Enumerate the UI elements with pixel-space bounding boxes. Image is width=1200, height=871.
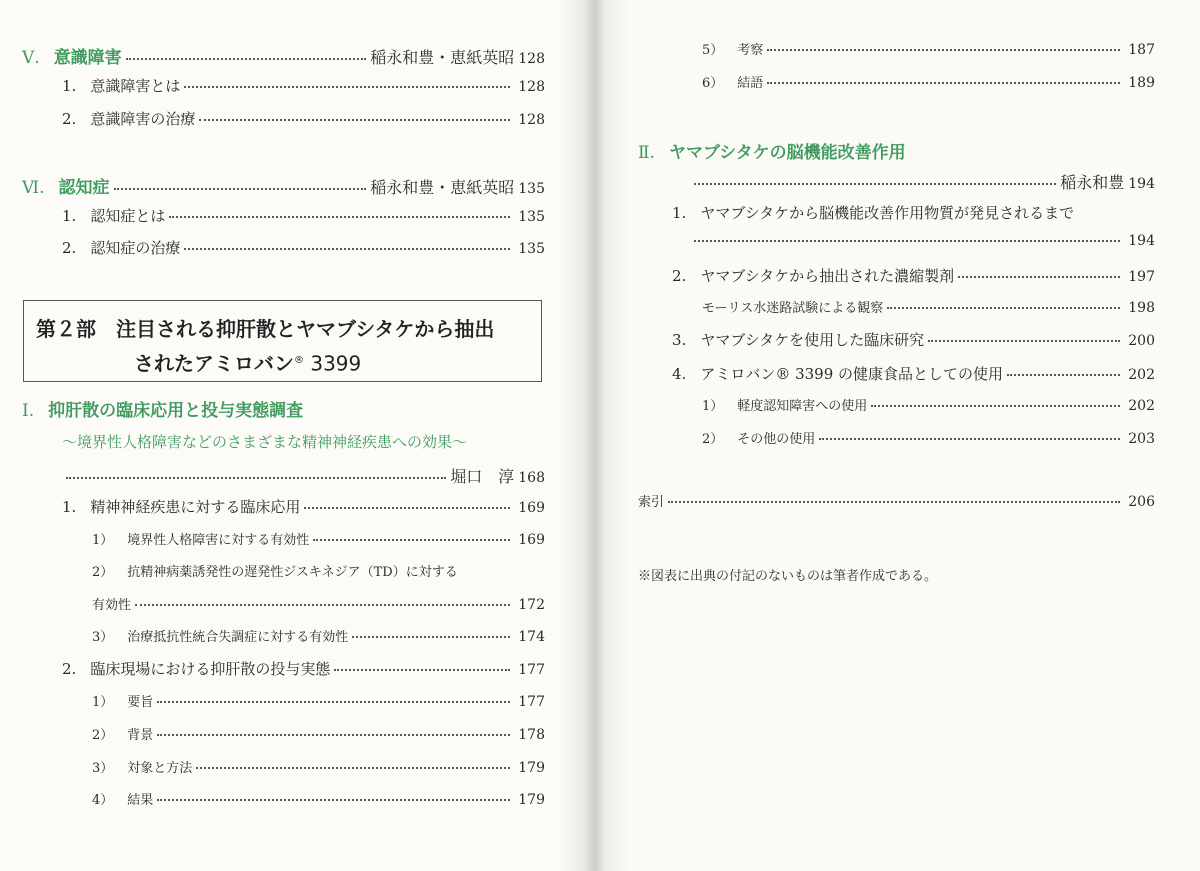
dot-leader [334,669,510,671]
entry-number: 3） [92,761,114,776]
dot-leader [887,307,1120,309]
entry-number: Ⅴ. [22,48,40,68]
entry-number: 6） [702,76,724,91]
page-number: 169 [518,532,545,548]
entry-number: 4. [672,365,687,383]
toc-entry[interactable] [702,297,1155,321]
entry-title: ヤマブシタケを使用した臨床研究 [700,331,925,349]
entry-title: 意識障害とは [90,77,181,95]
page-number: 128 [518,112,545,128]
toc-entry[interactable] [672,202,1155,226]
author: 稲永和豊・恵紙英昭 [370,48,515,67]
section-number: Ⅰ. [22,401,35,421]
part-title-line2: されたアミロバン [134,351,294,376]
entry-number: 1. [62,77,77,95]
entry-number: 4） [92,793,114,808]
toc-entry[interactable] [92,561,545,585]
book-gutter-shadow [560,0,630,871]
entry-number: 2） [92,565,114,580]
dot-leader [694,183,1056,185]
entry-title: その他の使用 [737,432,816,447]
entry-number: 1） [702,399,724,414]
entry-number: Ⅱ. [638,143,655,163]
toc-entry[interactable] [672,329,1155,353]
toc-entry[interactable] [62,237,545,261]
entry-number: 1） [92,695,114,710]
dot-leader [157,799,510,801]
entry-title: モーリス水迷路試験による観察 [702,301,884,316]
page-number: 194 [1128,176,1155,192]
toc-entry[interactable] [62,75,545,99]
author: 稲永和豊 [1060,173,1125,192]
entry-number: 1. [62,207,77,225]
entry-title: 軽度認知障害への使用 [737,399,868,414]
page-number: 179 [518,760,545,776]
toc-section-heading[interactable] [22,396,545,420]
entry-number: 1） [92,533,114,548]
entry-title: 結果 [127,793,154,808]
entry-title: 治療抵抗性統合失調症に対する有効性 [127,630,349,645]
entry-title: 結語 [737,76,764,91]
entry-title: 臨床現場における抑肝散の投与実態 [90,660,331,678]
footnote: ※図表に出典の付記のないものは筆者作成である。 [638,569,938,584]
page-number: 135 [518,181,545,197]
toc-entry[interactable] [702,39,1155,63]
section-subtitle: ～境界性人格障害などのさまざまな精神神経疾患への効果～ [62,433,468,451]
page-number: 200 [1128,333,1155,349]
dot-leader [304,507,510,509]
entry-title: ヤマブシタケから抽出された濃縮製剤 [700,267,955,285]
entry-title: 認知症 [58,178,110,198]
entry-number: 2. [62,660,77,678]
dot-leader [1007,374,1120,376]
toc-entry[interactable] [92,626,545,650]
page-number: 177 [518,694,545,710]
dot-leader [313,539,510,541]
entry-title: 考察 [737,43,764,58]
dot-leader [184,86,510,88]
toc-entry[interactable] [62,205,545,229]
page-number: 135 [518,241,545,257]
toc-section-heading[interactable] [638,138,1155,162]
dot-leader [352,636,510,638]
toc-entry[interactable] [92,691,545,715]
page-number: 179 [518,792,545,808]
page-number: 203 [1128,431,1155,447]
entry-title: 索引 [638,495,665,510]
entry-number: 3. [672,331,687,349]
toc-entry[interactable] [702,428,1155,452]
dot-leader [184,248,510,250]
dot-leader [694,240,1120,242]
author: 堀口 淳 [450,467,515,486]
entry-number: 2） [702,432,724,447]
toc-section-heading[interactable] [22,173,545,197]
dot-leader [199,119,510,121]
entry-title: ヤマブシタケの脳機能改善作用 [668,143,906,163]
page-number: 135 [518,209,545,225]
toc-entry[interactable] [702,72,1155,96]
toc-entry[interactable] [92,757,545,781]
page-number: 202 [1128,367,1155,383]
entry-title: 有効性 [92,598,132,613]
page-number: 128 [518,51,545,67]
entry-number: 1. [62,498,77,516]
page-number: 178 [518,727,545,743]
page-number: 168 [518,470,545,486]
page-number: 198 [1128,300,1155,316]
dot-leader [767,49,1120,51]
entry-number: 2） [92,728,114,743]
page-number: 189 [1128,75,1155,91]
page-number: 194 [1128,233,1155,249]
registered-mark: ® [294,355,304,366]
entry-number: 1. [672,204,687,222]
toc-entry[interactable] [92,789,545,813]
toc-author-line[interactable] [62,464,545,488]
dot-leader [135,604,510,606]
dot-leader [668,501,1120,503]
toc-entry[interactable] [702,395,1155,419]
toc-entry[interactable] [62,108,545,132]
page-number: 172 [518,597,545,613]
dot-leader [928,340,1120,342]
dot-leader [958,276,1120,278]
toc-entry[interactable] [92,724,545,748]
entry-title: 境界性人格障害に対する有効性 [127,533,310,548]
part-number: 第２部 [36,317,96,341]
entry-title: ヤマブシタケから脳機能改善作用物質が発見されるまで [700,204,1075,222]
part-title-suffix: 3399 [310,351,362,376]
dot-leader [767,82,1120,84]
entry-title: 精神神経疾患に対する臨床応用 [90,498,301,516]
toc-entry[interactable] [672,265,1155,289]
dot-leader [114,188,367,190]
entry-title: 意識障害 [53,48,122,68]
entry-number: 2. [62,110,77,128]
entry-title: 抗精神病薬誘発性の遅発性ジスキネジア（TD）に対する [127,565,458,580]
toc-section-heading[interactable] [22,43,545,67]
part-2-heading-box [23,300,542,382]
entry-number: 5） [702,43,724,58]
toc-entry[interactable] [672,363,1155,387]
part-title-line1: 注目される抑肝散とヤマブシタケから抽出 [116,317,495,341]
entry-number: 2. [672,267,687,285]
dot-leader [66,477,446,479]
entry-title: アミロバン® 3399 の健康食品としての使用 [700,365,1004,383]
toc-entry[interactable] [638,491,1155,515]
entry-number: 2. [62,239,77,257]
page-number: 177 [518,662,545,678]
page-number: 197 [1128,269,1155,285]
page-number: 128 [518,79,545,95]
dot-leader [157,701,510,703]
entry-number: 3） [92,630,114,645]
entry-title: 認知症とは [90,207,166,225]
entry-title: 意識障害の治療 [90,110,196,128]
toc-entry[interactable] [92,594,545,618]
entry-title: 認知症の治療 [90,239,181,257]
section-title: 抑肝散の臨床応用と投与実態調査 [48,401,304,421]
page-number: 202 [1128,398,1155,414]
toc-entry[interactable] [62,658,545,682]
toc-entry[interactable] [62,496,545,520]
dot-leader [169,216,510,218]
entry-title: 背景 [127,728,154,743]
page-number: 206 [1128,494,1155,510]
dot-leader [157,734,510,736]
page-number: 169 [518,500,545,516]
entry-number: Ⅵ. [22,178,45,198]
dot-leader [196,767,510,769]
dot-leader [819,438,1120,440]
dot-leader [871,405,1120,407]
dot-leader [126,58,367,60]
page-number: 174 [518,629,545,645]
page-number: 187 [1128,42,1155,58]
toc-entry[interactable] [690,233,1155,257]
toc-entry[interactable] [690,170,1155,194]
entry-title: 要旨 [127,695,154,710]
entry-title: 対象と方法 [127,761,193,776]
toc-entry[interactable] [92,529,545,553]
author: 稲永和豊・恵紙英昭 [370,178,515,197]
